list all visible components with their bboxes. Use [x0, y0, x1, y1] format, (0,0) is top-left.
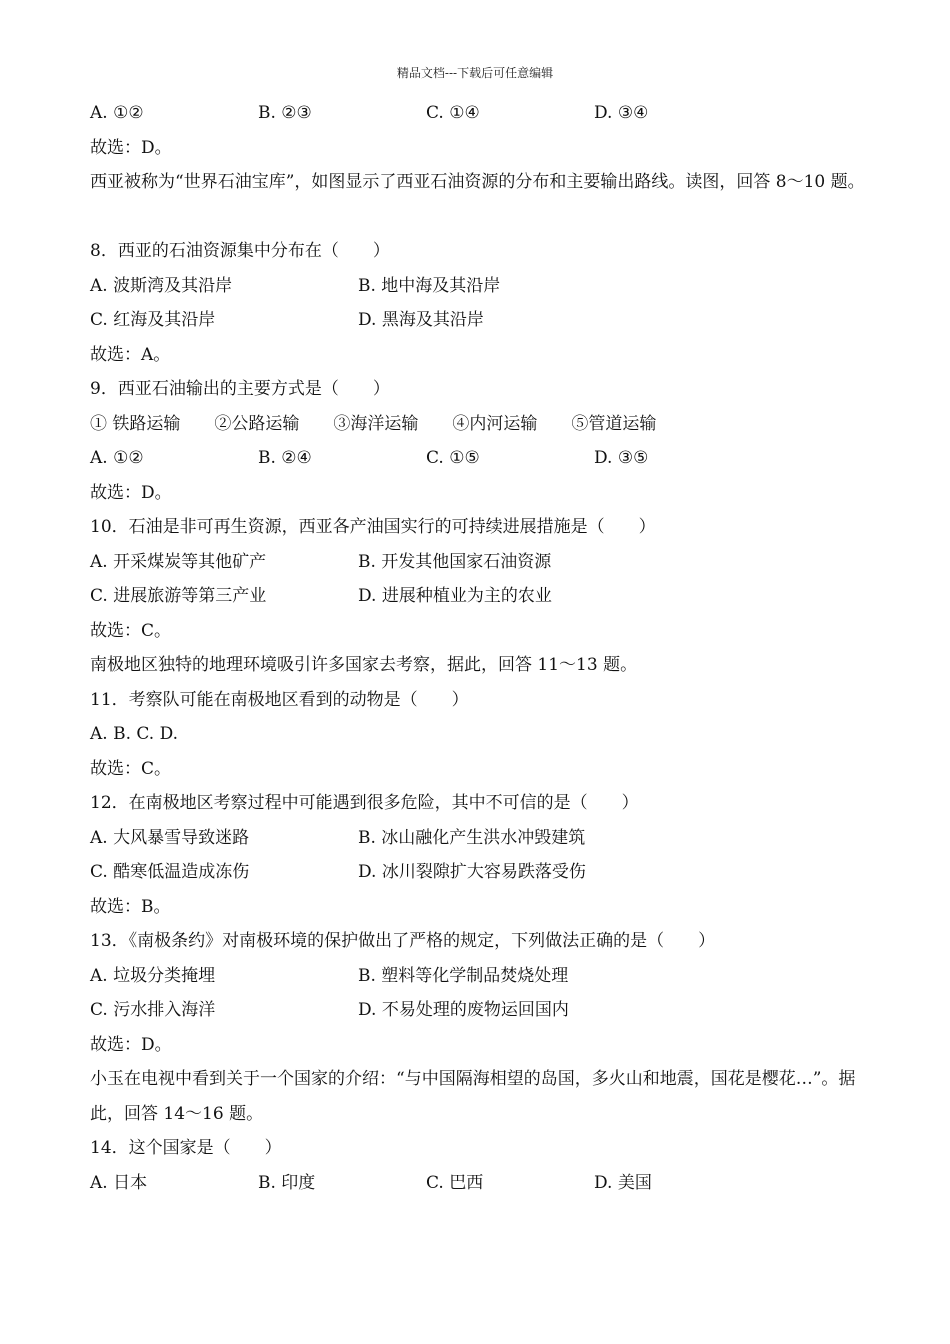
options-row	[90, 1166, 870, 1201]
option-c: C. ①⑤	[426, 448, 480, 468]
question-12: 12．在南极地区考察过程中可能遇到很多危险，其中不可信的是（ ）	[90, 793, 639, 813]
option-c: C. 巴西	[426, 1172, 484, 1193]
spacer	[90, 200, 870, 235]
option-b: B. 冰山融化产生洪水冲毁建筑	[358, 827, 586, 848]
page-header: 精品文档---下载后可任意编辑	[396, 66, 554, 80]
intro-antarctica: 南极地区独特的地理环境吸引许多国家去考察，据此，回答 11～13 题。	[90, 655, 638, 675]
option-c: C. 污水排入海洋	[90, 1000, 216, 1020]
option-b: B. 开发其他国家石油资源	[358, 551, 552, 572]
question-9: 9．西亚石油输出的主要方式是（ ）	[90, 379, 390, 399]
option-a: A. 垃圾分类掩埋	[90, 965, 216, 986]
options-row: A. B. C. D.	[90, 724, 179, 744]
option-d: D. 美国	[594, 1172, 652, 1193]
intro-west-asia: 西亚被称为“世界石油宝库”，如图显示了西亚石油资源的分布和主要输出路线。读图，回答 8～10 题。	[90, 172, 865, 192]
options-row	[90, 96, 870, 131]
option-d: D. 冰川裂隙扩大容易跌落受伤	[358, 862, 586, 882]
options-row	[90, 269, 870, 304]
option-b: B. 地中海及其沿岸	[358, 275, 501, 296]
options-row	[90, 993, 870, 1028]
option-a: A. ①②	[90, 448, 144, 468]
document-body	[90, 96, 870, 1200]
option-d: D. 不易处理的废物运回国内	[358, 1000, 569, 1020]
answer: 故选：A。	[90, 344, 171, 365]
question-8: 8．西亚的石油资源集中分布在（ ）	[90, 241, 390, 261]
option-c: C. 红海及其沿岸	[90, 310, 216, 330]
item-1: ① 铁路运输	[90, 413, 181, 434]
answer: 故选：C。	[90, 758, 172, 779]
question-14: 14．这个国家是（ ）	[90, 1138, 282, 1158]
option-c: C. 进展旅游等第三产业	[90, 586, 267, 606]
question-10: 10．石油是非可再生资源，西亚各产油国实行的可持续进展措施是（ ）	[90, 517, 656, 537]
intro-japan: 小玉在电视中看到关于一个国家的介绍：“与中国隔海相望的岛国，多火山和地震，国花是樱花…”。据此，回答 14～16 题。	[90, 1069, 856, 1124]
option-a: A. 日本	[90, 1172, 148, 1193]
option-d: D. ③④	[594, 103, 649, 123]
options-row	[90, 441, 870, 476]
option-d: D. ③⑤	[594, 448, 649, 468]
option-b: B. ②③	[258, 103, 312, 123]
options-row	[90, 545, 870, 580]
option-b: B. 塑料等化学制品焚烧处理	[358, 965, 569, 986]
answer: 故选：D。	[90, 482, 172, 503]
answer: 故选：D。	[90, 1034, 172, 1055]
option-b: B. 印度	[258, 1172, 316, 1193]
question-13: 13．《南极条约》对南极环境的保护做出了严格的规定，下列做法正确的是（ ）	[90, 931, 716, 951]
answer: 故选：C。	[90, 620, 172, 641]
item-5: ⑤管道运输	[571, 413, 657, 434]
options-row	[90, 579, 870, 614]
question-11: 11．考察队可能在南极地区看到的动物是（ ）	[90, 689, 469, 710]
options-row	[90, 855, 870, 890]
option-c: C. ①④	[426, 103, 480, 123]
options-row	[90, 959, 870, 994]
option-d: D. 进展种植业为主的农业	[358, 586, 552, 606]
choice-items	[90, 407, 870, 442]
option-b: B. ②④	[258, 448, 312, 468]
option-a: A. 开采煤炭等其他矿产	[90, 551, 267, 572]
option-d: D. 黑海及其沿岸	[358, 310, 484, 330]
item-3: ③海洋运输	[333, 413, 419, 434]
item-4: ④内河运输	[452, 413, 538, 434]
options-row	[90, 821, 870, 856]
option-c: C. 酷寒低温造成冻伤	[90, 862, 250, 882]
option-a: A. 波斯湾及其沿岸	[90, 275, 233, 296]
option-a: A. ①②	[90, 103, 144, 123]
item-2: ②公路运输	[214, 413, 300, 434]
options-row	[90, 303, 870, 338]
option-a: A. 大风暴雪导致迷路	[90, 827, 250, 848]
answer: 故选：B。	[90, 896, 171, 917]
answer: 故选：D。	[90, 137, 172, 158]
